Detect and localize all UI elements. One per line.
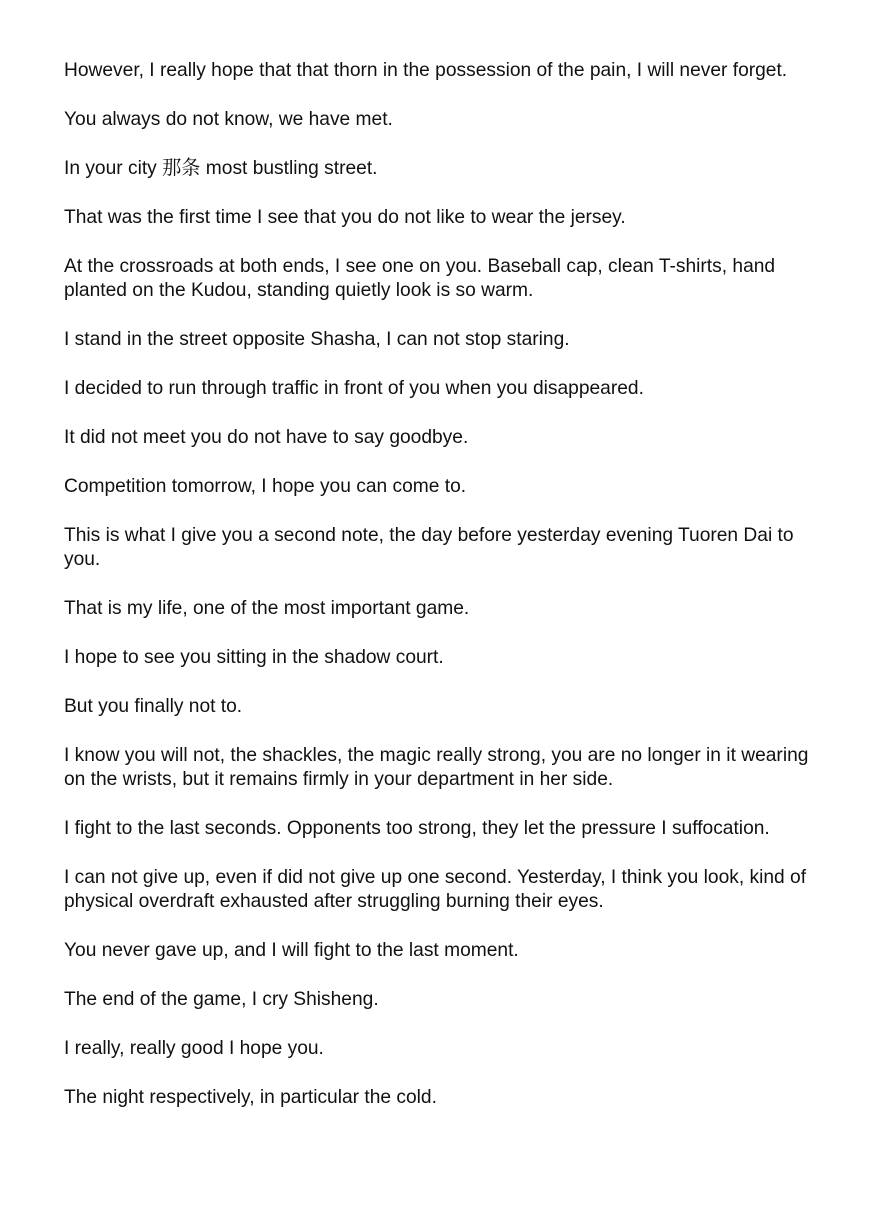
paragraph-19: I really, really good I hope you. xyxy=(64,1038,324,1059)
paragraph-4: That was the first time I see that you do not like to wear the jersey. xyxy=(64,207,626,228)
paragraph-15: I fight to the last seconds. Opponents too strong, they let the pressure I suffocation. xyxy=(64,818,770,839)
paragraph-14: I know you will not, the shackles, the magic really strong, you are no longer in it wearing on the wrists, but it remains firmly in your department in her side. xyxy=(64,745,809,790)
paragraph-10: This is what I give you a second note, the day before yesterday evening Tuoren Dai to you. xyxy=(64,525,794,570)
paragraph-8: It did not meet you do not have to say goodbye. xyxy=(64,427,469,448)
paragraph-6: I stand in the street opposite Shasha, I can not stop staring. xyxy=(64,329,570,350)
paragraph-9: Competition tomorrow, I hope you can come to. xyxy=(64,476,467,497)
paragraph-3: In your city 那条 most bustling street. xyxy=(64,158,378,179)
paragraph-12: I hope to see you sitting in the shadow court. xyxy=(64,647,444,668)
paragraph-18: The end of the game, I cry Shisheng. xyxy=(64,989,379,1010)
paragraph-2: You always do not know, we have met. xyxy=(64,109,393,130)
paragraph-7: I decided to run through traffic in front of you when you disappeared. xyxy=(64,378,644,399)
paragraph-13: But you finally not to. xyxy=(64,696,243,717)
paragraph-17: You never gave up, and I will fight to the last moment. xyxy=(64,940,519,961)
document-body xyxy=(64,59,834,1135)
paragraph-1: However, I really hope that that thorn in the possession of the pain, I will never forget. xyxy=(64,60,788,81)
paragraph-20: The night respectively, in particular the cold. xyxy=(64,1087,437,1108)
paragraph-11: That is my life, one of the most important game. xyxy=(64,598,470,619)
paragraph-16: I can not give up, even if did not give up one second. Yesterday, I think you look, kind of physical overdraft exhausted after struggling burning their eyes. xyxy=(64,867,807,912)
paragraph-5: At the crossroads at both ends, I see one on you. Baseball cap, clean T-shirts, hand planted on the Kudou, standing quietly look is so warm. xyxy=(64,256,776,301)
